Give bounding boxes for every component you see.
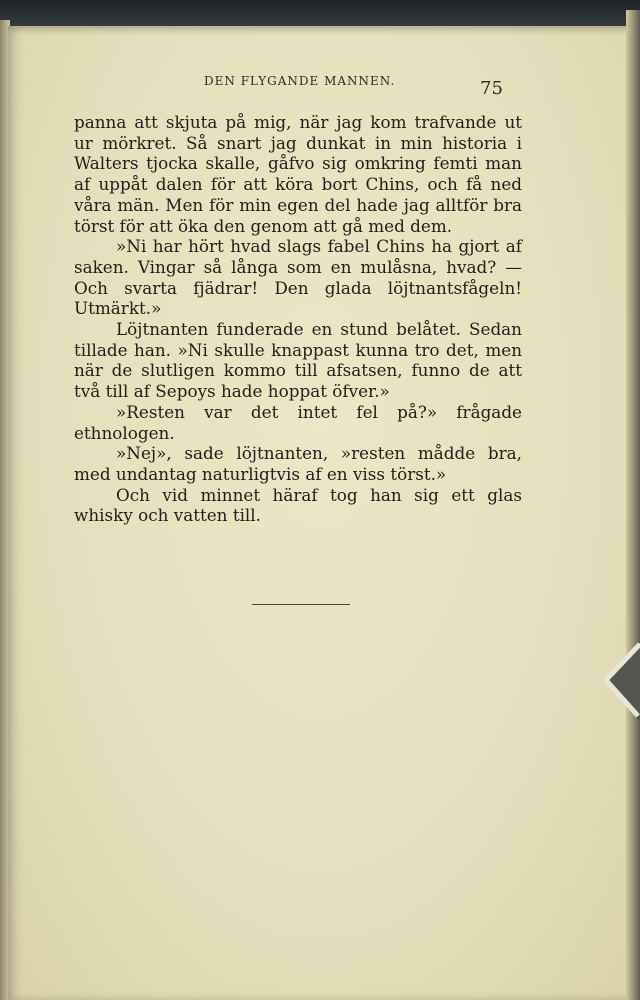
page-corner-fold (604, 640, 640, 730)
paragraph: »Ni har hört hvad slags fabel Chins ha gjort af saken. Vingar så långa som en mulåsna, hvad? — Och svarta fjädrar! Den glada löjtnantsfågeln! Utmärkt.» (74, 236, 522, 319)
paragraph: Löjtnanten funderade en stund belåtet. Sedan tillade han. »Ni skulle knappast kunna tro det, men när de slutligen kommo till afsatsen, funno de att två till af Sepoys hade hoppat öfver.» (74, 319, 522, 402)
paragraph: panna att skjuta på mig, när jag kom trafvande ut ur mörkret. Så snart jag dunkat in min historia i Walters tjocka skalle, gåfvo sig omkring femti man af uppåt dalen för att köra bort Chins, och få ned våra män. Men för min egen del hade jag alltför bra törst för att öka den genom att gå med dem. (74, 112, 522, 236)
end-rule-divider (252, 604, 350, 605)
body-text (74, 112, 522, 526)
paragraph: Och vid minnet häraf tog han sig ett glas whisky och vatten till. (74, 484, 522, 526)
paragraph: »Nej», sade löjtnanten, »resten mådde bra, med undantag naturligtvis af en viss törst.» (74, 443, 522, 484)
running-header: DEN FLYGANDE MANNEN. (204, 74, 396, 88)
paragraph: »Resten var det intet fel på?» frågade ethnologen. (74, 401, 522, 443)
page-right-rim (626, 10, 640, 1000)
page-number: 75 (480, 78, 503, 99)
